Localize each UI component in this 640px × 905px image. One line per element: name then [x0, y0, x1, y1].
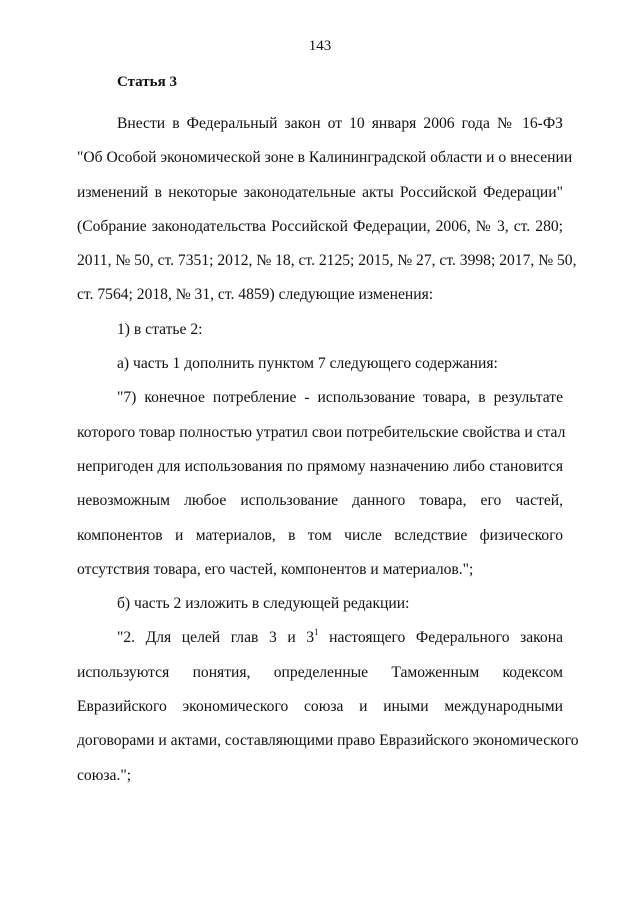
item-2-line-2: используются понятия, определенные Таможенным кодексом	[77, 663, 563, 681]
item-2-line-1-start: "2. Для целей глав 3 и 3	[117, 629, 315, 647]
item-2-line-1	[77, 621, 563, 655]
article-heading: Статья 3	[117, 74, 177, 90]
page-number: 143	[308, 38, 332, 54]
item-1: 1) в статье 2:	[117, 320, 203, 338]
item-7-line-4: невозможным любое использование данного товара, его частей,	[77, 492, 563, 510]
item-b: б) часть 2 изложить в следующей редакции:	[117, 595, 410, 613]
item-2-line-1-end: настоящего Федерального закона	[318, 629, 563, 647]
intro-line-3: изменений в некоторые законодательные акты Российской Федерации"	[77, 183, 563, 201]
item-7-line-1: "7) конечное потребление - использование товара, в результате	[117, 389, 563, 407]
intro-line-6: ст. 7564; 2018, № 31, ст. 4859) следующие изменения:	[77, 286, 434, 304]
item-2-line-3: Евразийского экономического союза и иными международными	[77, 698, 563, 716]
article-body	[77, 107, 579, 793]
intro-line-5: 2011, № 50, ст. 7351; 2012, № 18, ст. 2125; 2015, № 27, ст. 3998; 2017, № 50,	[77, 252, 577, 270]
item-7-line-2: которого товар полностью утратил свои потребительские свойства и стал	[77, 423, 566, 441]
item-2-line-4: договорами и актами, составляющими право Евразийского экономического	[77, 732, 579, 750]
item-2-line-5: союза.";	[77, 766, 132, 784]
intro-line-2: "Об Особой экономической зоне в Калининградской области и о внесении	[77, 149, 573, 167]
item-7-line-6: отсутствия товара, его частей, компонентов и материалов.";	[77, 560, 474, 578]
chapter-superscript: 1	[314, 627, 319, 638]
item-7-line-3: непригоден для использования по прямому назначению либо становится	[77, 457, 563, 475]
item-a: а) часть 1 дополнить пунктом 7 следующего содержания:	[117, 355, 498, 373]
intro-line-4: (Собрание законодательства Российской Федерации, 2006, № 3, ст. 280;	[77, 217, 563, 235]
item-7-line-5: компонентов и материалов, в том числе вследствие физического	[77, 526, 563, 544]
intro-line-1: Внести в Федеральный закон от 10 января 2006 года № 16-ФЗ	[117, 115, 563, 132]
